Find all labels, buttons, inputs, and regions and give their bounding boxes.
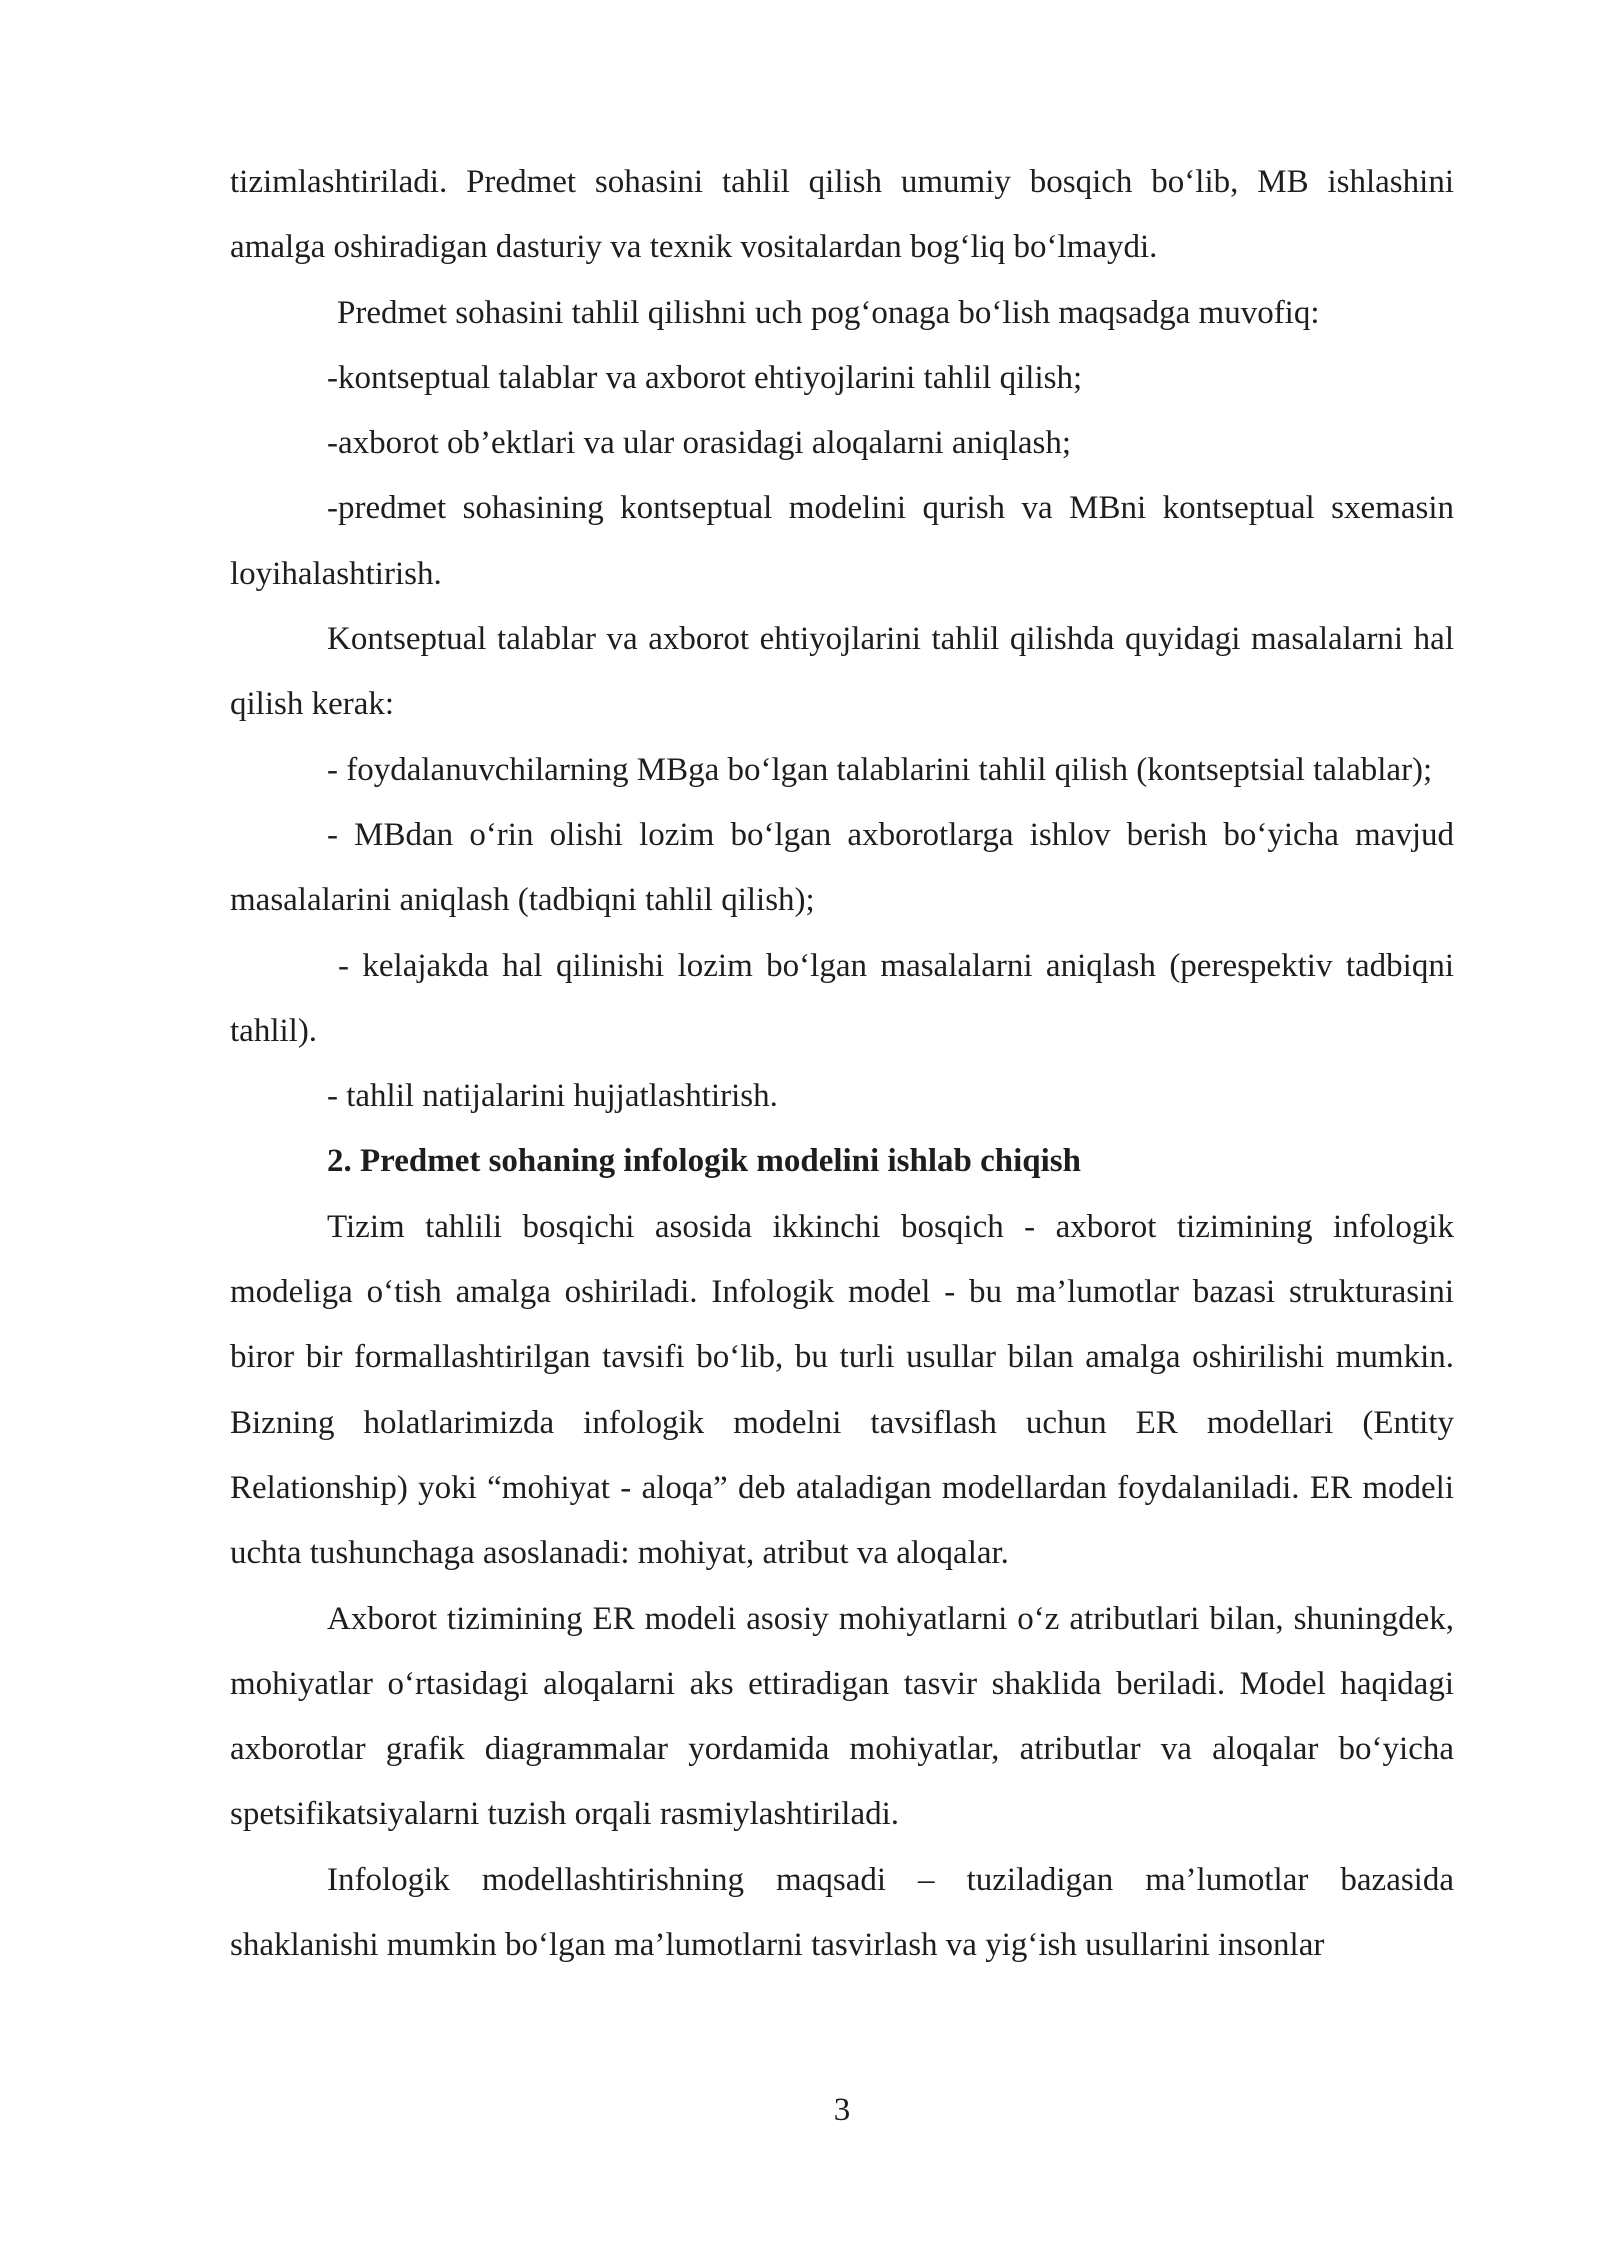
list-item-user-requirements: - foydalanuvchilarning MBga bo‘lgan talablarini tahlil qilish (kontseptsial talablar); xyxy=(327,751,1433,788)
list-item-information-objects: -axborot ob’ektlari va ular orasidagi aloqalarni aniqlash; xyxy=(327,425,1072,462)
list-item-existing-tasks: - MBdan o‘rin olishi lozim bo‘lgan axborotlarga ishlov berish bo‘yicha mavjud masalalarini aniqlash (tadbiqni tahlil qilish); xyxy=(230,816,1454,919)
list-item-documentation: - tahlil natijalarini hujjatlashtirish. xyxy=(327,1078,778,1115)
paragraph-modeling-goal: Infologik modellashtirishning maqsadi – tuziladigan ma’lumotlar bazasida shaklanishi mumkin bo‘lgan ma’lumotlarni tasvirlash va yig‘ish usullarini insonlar xyxy=(230,1861,1454,1964)
paragraph-er-model: Axborot tizimining ER modeli asosiy mohiyatlarni o‘z atributlari bilan, shuningdek, mohiyatlar o‘rtasidagi aloqalarni aks ettiradigan tasvir shaklida beriladi. Model haqidagi axborotlar grafik diagrammalar yordamida mohiyatlar, atributlar va aloqalar bo‘yicha spetsifikatsiyalarni tuzish orqali rasmiylashtiriladi. xyxy=(230,1600,1454,1833)
list-item-conceptual-requirements: -kontseptual talablar va axborot ehtiyojlarini tahlil qilish; xyxy=(327,359,1083,396)
paragraph-levels-intro: Predmet sohasini tahlil qilishni uch pog‘onaga bo‘lish maqsadga muvofiq: xyxy=(337,294,1320,331)
page-number: 3 xyxy=(833,2092,851,2128)
list-item-conceptual-model: -predmet sohasining kontseptual modelini qurish va MBni kontseptual sxemasin loyihalashtirish. xyxy=(230,490,1454,592)
list-item-future-tasks: - kelajakda hal qilinishi lozim bo‘lgan masalalarni aniqlash (perespektiv tadbiqni tahlil). xyxy=(230,947,1454,1049)
page-body xyxy=(230,150,1454,1978)
paragraph-continuation: tizimlashtiriladi. Predmet sohasini tahlil qilish umumiy bosqich bo‘lib, MB ishlashini amalga oshiradigan dasturiy va texnik vositalardan bog‘liq bo‘lmaydi. xyxy=(230,164,1454,266)
paragraph-tasks-intro: Kontseptual talablar va axborot ehtiyojlarini tahlil qilishda quyidagi masalalarni hal qilish kerak: xyxy=(230,621,1454,723)
section-heading: 2. Predmet sohaning infologik modelini ishlab chiqish xyxy=(327,1143,1081,1180)
paragraph-infological-model: Tizim tahlili bosqichi asosida ikkinchi bosqich - axborot tizimining infologik modeliga o‘tish amalga oshiriladi. Infologik model - bu ma’lumotlar bazasi strukturasini biror bir formallashtirilgan tavsifi bo‘lib, bu turli usullar bilan amalga oshirilishi mumkin. Bizning holatlarimizda infologik modelni tavsiflash uchun ER modellari (Entity Relationship) yoki “mohiyat - aloqa” deb ataladigan modellardan foydalaniladi. ER modeli uchta tushunchaga asoslanadi: mohiyat, atribut va aloqalar. xyxy=(230,1208,1454,1572)
